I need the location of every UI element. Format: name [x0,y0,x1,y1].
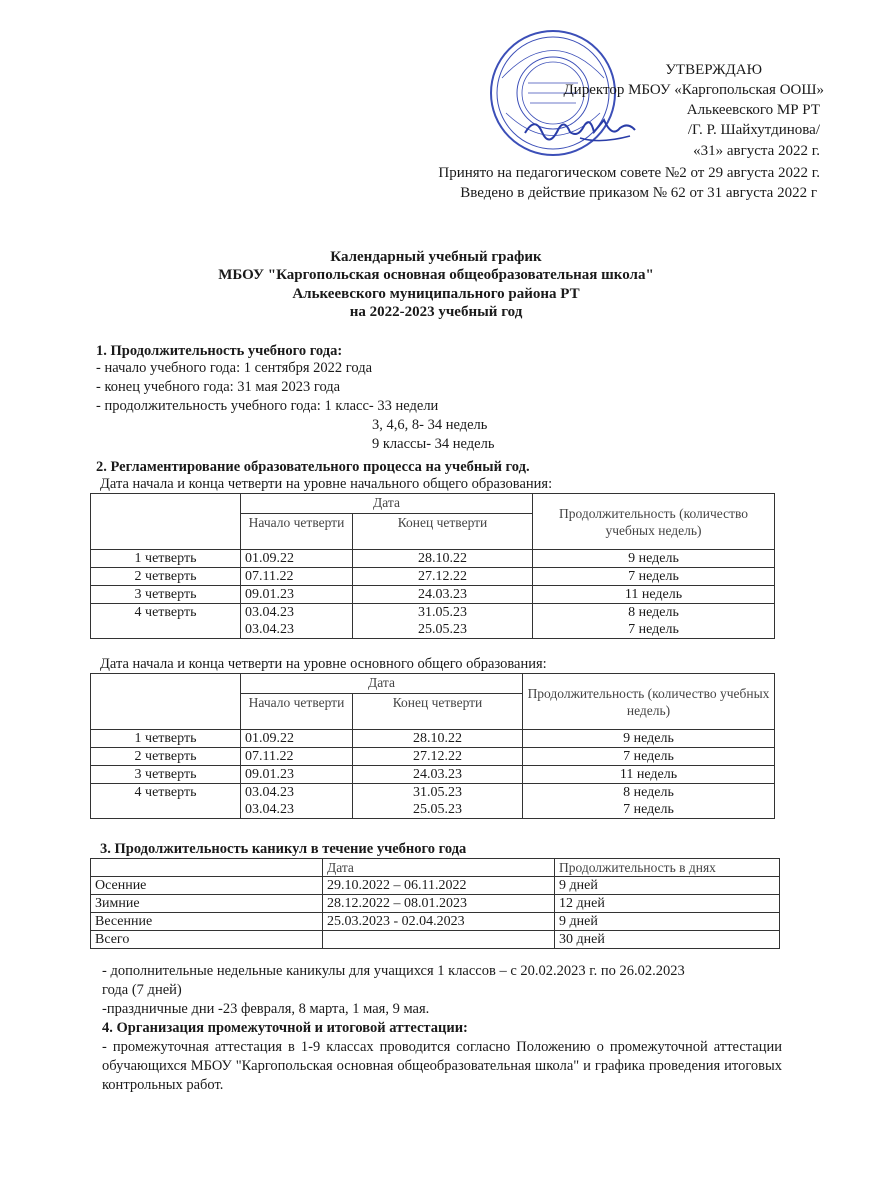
approval-district: Алькеевского МР РТ [686,102,820,118]
basic-caption: Дата начала и конца четверти на уровне основного общего образования: [100,656,547,672]
approval-order: Введено в действие приказом № 62 от 31 августа 2022 г [460,185,817,201]
table-row: Зимние 28.12.2022 – 08.01.2023 12 дней [91,895,780,913]
table-row: 3 четверть 09.01.23 24.03.23 11 недель [91,586,775,604]
approval-date: «31» августа 2022 г. [693,143,820,159]
section1-duration: - продолжительность учебного года: 1 класс- 33 недели [96,398,439,414]
col-date: Дата [241,494,533,514]
basic-quarters-table: Дата Продолжительность (количество учебных недель) Начало четверти Конец четверти 1 четверть 01.09.22 28.10.22 9 недель 2 четверть 07.11.22 27.12.22 7 недель 3 четверть 09.01.23 24.03.23 11 недель 4 четверть 03.04.23 03.04.23 31.05.23 25.05.23 8 недель 7 недель [90,673,775,819]
section3-heading: 3. Продолжительность каникул в течение учебного года [100,841,467,857]
approval-name: /Г. Р. Шайхутдинова/ [687,122,820,138]
holiday-note-1b: года (7 дней) [102,982,182,998]
approval-approve: УТВЕРЖДАЮ [665,62,762,78]
table-row: 3 четверть 09.01.23 24.03.23 11 недель [91,766,775,784]
doc-title-1: Календарный учебный график [330,249,542,265]
approval-council: Принято на педагогическом совете №2 от 29 августа 2022 г. [438,165,820,181]
doc-title-2: МБОУ "Каргопольская основная общеобразовательная школа" [218,267,654,283]
col-start: Начало четверти [241,514,353,550]
section4-text: - промежуточная аттестация в 1-9 классах проводится согласно Положению о промежуточной аттестации обучающихся МБОУ "Каргопольская основная общеобразовательная школа" и графика проведения итоговых контрольных работ. [102,1039,782,1093]
approval-director: Директор МБОУ «Каргопольская ООШ» [563,82,824,98]
section1-heading: 1. Продолжительность учебного года: [96,343,343,359]
primary-quarters-table [90,493,775,639]
col-duration: Продолжительность (количество учебных недель) [533,494,775,550]
section4-heading: 4. Организация промежуточной и итоговой аттестации: [102,1020,468,1036]
table-row: 2 четверть 07.11.22 27.12.22 7 недель [91,568,775,586]
holiday-note-1: - дополнительные недельные каникулы для учащихся 1 классов – с 20.02.2023 г. по 26.02.2023 [102,963,685,979]
doc-title-4: на 2022-2023 учебный год [349,304,523,320]
section1-start: - начало учебного года: 1 сентября 2022 года [96,360,373,376]
table-row: 2 четверть 07.11.22 27.12.22 7 недель [91,748,775,766]
table-row: 1 четверть 01.09.22 28.10.22 9 недель [91,730,775,748]
doc-title-3: Алькеевского муниципального района РТ [292,286,580,302]
signature [520,108,640,148]
table-row: 1 четверть 01.09.22 28.10.22 9 недель [91,550,775,568]
section1-end: - конец учебного года: 31 мая 2023 года [96,379,341,395]
col-holiday-date: Дата [323,859,555,877]
section2-heading: 2. Регламентирование образовательного процесса на учебный год. [96,459,530,475]
primary-caption: Дата начала и конца четверти на уровне начального общего образования: [100,476,553,492]
section1-duration3: 9 классы- 34 недель [372,436,495,452]
table-row: 4 четверть 03.04.23 03.04.23 31.05.23 25.05.23 8 недель 7 недель [91,784,775,819]
col-holiday-days: Продолжительность в днях [555,859,780,877]
table-row: Весенние 25.03.2023 - 02.04.2023 9 дней [91,913,780,931]
col-end: Конец четверти [353,514,533,550]
table-row: Осенние 29.10.2022 – 06.11.2022 9 дней [91,877,780,895]
holiday-note-2: -праздничные дни -23 февраля, 8 марта, 1 мая, 9 мая. [102,1001,430,1017]
section1-duration2: 3, 4,6, 8- 34 недель [372,417,488,433]
holidays-table [90,858,780,949]
table-row: 4 четверть 03.04.23 03.04.23 31.05.23 25.05.23 8 недель 7 недель [91,604,775,639]
table-row: Всего 30 дней [91,931,780,949]
